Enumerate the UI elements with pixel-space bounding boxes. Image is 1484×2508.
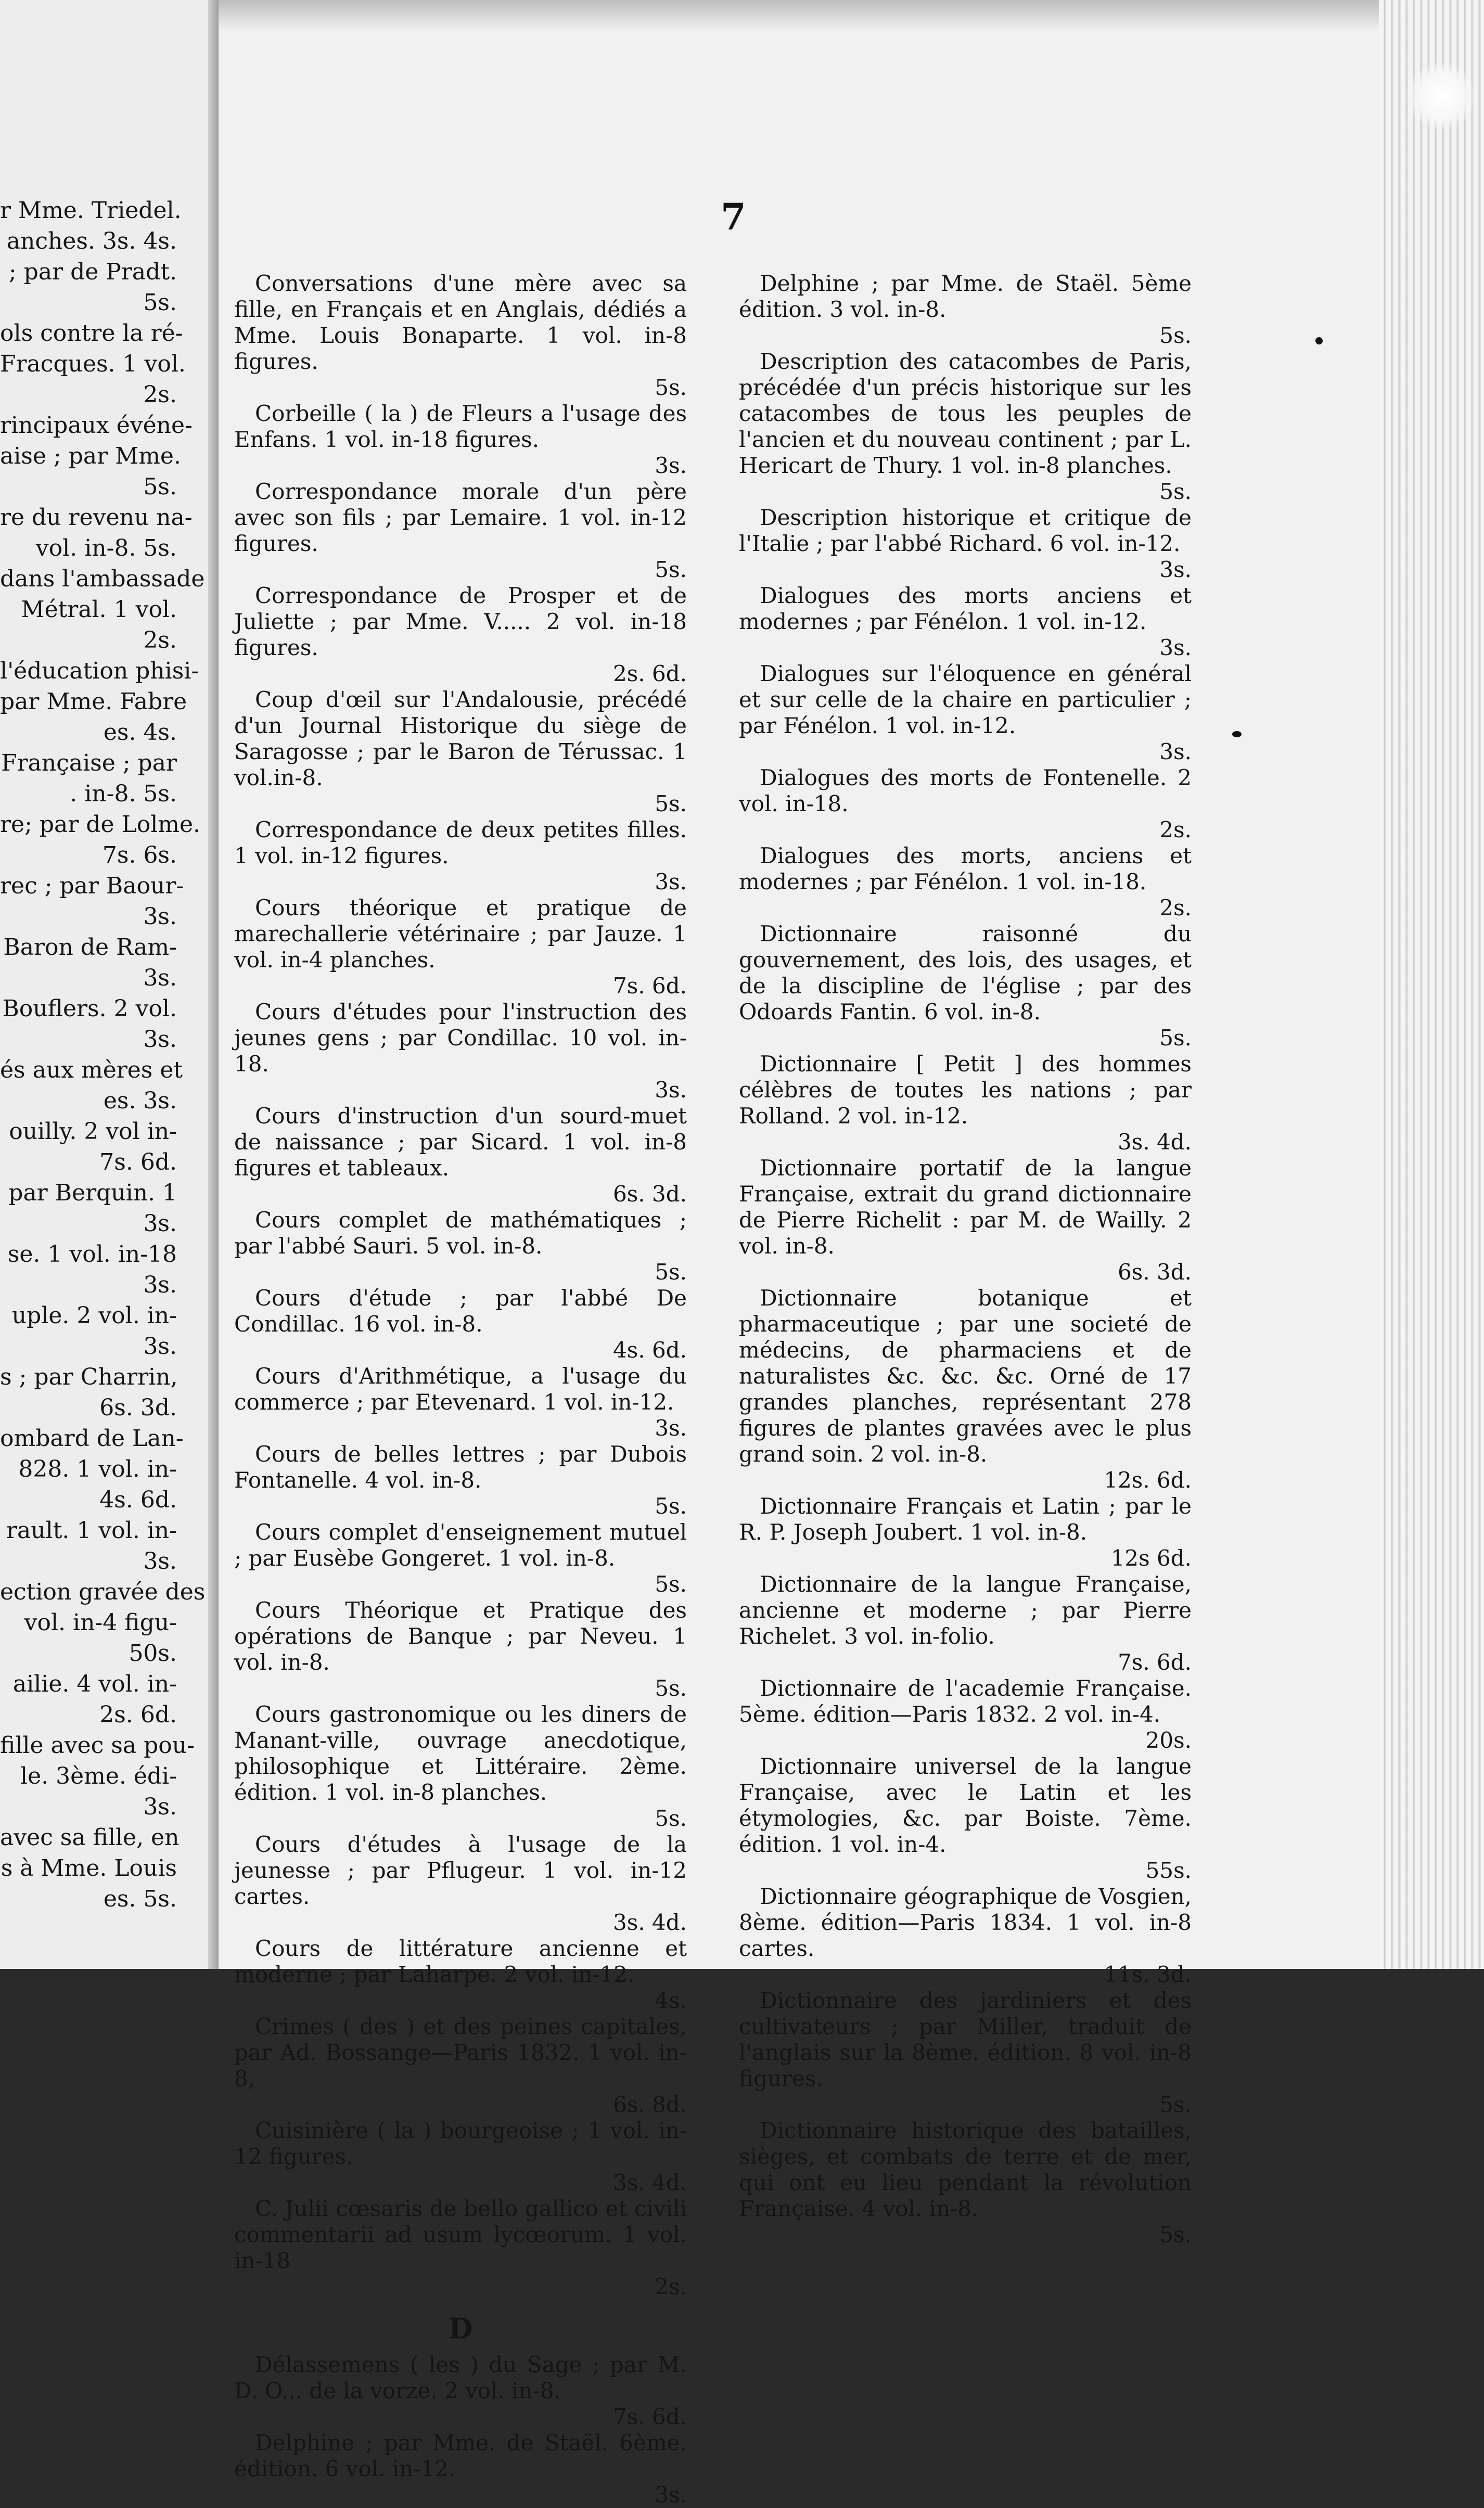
entry-text: Dictionnaire raisonné du gouvernement, des lois, des usages, et de la discipline de l'église ; par des Odoards Fantin. 6 vol. in-8. [739, 921, 1192, 1025]
catalog-entry [234, 1363, 687, 1441]
entry-price: 5s. [655, 1806, 687, 1831]
ink-speck [1315, 337, 1323, 344]
entry-price: 5s. [655, 1571, 687, 1597]
page-top-shadow [219, 0, 1379, 31]
entry-text: Description des catacombes de Paris, précédée d'un précis historique sur les catacombes de tous les peuples de l'ancien et du nouveau continent ; par L. Hericart de Thury. 1 vol. in-8 planches. [739, 349, 1192, 478]
entry-price: 5s. [655, 557, 687, 582]
left-fragment-line: es. 4s. [103, 719, 177, 746]
catalog-entries-d [234, 2352, 687, 2508]
left-fragment-line: l'éducation phisi- [0, 658, 199, 684]
catalog-entry [234, 401, 687, 479]
catalog-entry [234, 1832, 687, 1936]
entry-text: Corbeille ( la ) de Fleurs a l'usage des Enfans. 1 vol. in-18 figures. [234, 401, 687, 452]
entry-price: 6s. 3d. [1118, 1259, 1192, 1285]
left-fragment-line: 3s. [143, 1210, 177, 1237]
entry-text: Cours complet de mathématiques ; par l'abbé Sauri. 5 vol. in-8. [234, 1207, 687, 1259]
paper-damage [1410, 57, 1473, 135]
left-page-text-column [0, 195, 206, 1914]
left-fragment-line: 3s. [143, 1794, 177, 1820]
left-fragment-line: se. 1 vol. in-18 [7, 1241, 177, 1268]
entry-price: 3s. [655, 453, 687, 478]
left-fragment-line: ection gravée des [0, 1579, 206, 1605]
entry-price: 7s. 6d. [613, 973, 687, 999]
left-fragment-line: es. 5s. [103, 1886, 177, 1912]
left-fragment-line: s à Mme. Louis [1, 1855, 177, 1882]
entry-text: Crimes ( des ) et des peines capitales, par Ad. Bossange—Paris 1832. 1 vol. in-8, [234, 2014, 687, 2091]
entry-price: 3s. [655, 869, 687, 894]
entry-price: 3s. 4d. [613, 2170, 687, 2195]
entry-text: Delphine ; par Mme. de Staël. 5ème édition. 3 vol. in-8. [739, 271, 1192, 322]
catalog-entry [739, 1988, 1192, 2118]
catalog-entry [234, 1597, 687, 1701]
catalog-entry [234, 2196, 687, 2300]
left-fragment-line: Fracques. 1 vol. [0, 351, 186, 377]
entry-text: Correspondance de Prosper et de Juliette ; par Mme. V..... 2 vol. in-18 figures. [234, 583, 687, 660]
catalog-entry [234, 271, 687, 401]
entry-text: Dialogues des morts de Fontenelle. 2 vol. in-18. [739, 765, 1192, 816]
entry-text: Cours de littérature ancienne et moderne ; par Laharpe. 2 vol. in-12. [234, 1936, 687, 1987]
entry-text: Conversations d'une mère avec sa fille, en Français et en Anglais, dédiés a Mme. Louis Bonaparte. 1 vol. in-8 figures. [234, 271, 687, 374]
entry-price: 3s. [655, 1077, 687, 1103]
entry-text: Cours d'Arithmétique, a l'usage du commerce ; par Etevenard. 1 vol. in-12. [234, 1363, 687, 1415]
entry-text: Cours gastronomique ou les diners de Manant-ville, ouvrage anecdotique, philosophique et Littéraire. 2ème. édition. 1 vol. in-8 planches. [234, 1701, 687, 1805]
catalog-entry [234, 1701, 687, 1832]
entry-price: 7s. 6d. [613, 2404, 687, 2429]
left-fragment-line: par Berquin. 1 [8, 1180, 177, 1206]
entry-text: Dictionnaire botanique et pharmaceutique ; par une societé de médecins, de pharmaciens et de naturalistes &c. &c. &c. Orné de 17 grandes planches, représentant 278 figures de plantes gravées avec le plus grand soin. 2 vol. in-8. [739, 1285, 1192, 1467]
entry-price: 12s 6d. [1110, 1545, 1192, 1571]
entry-text: Cuisinière ( la ) bourgeoise ; 1 vol. in-12 figures. [234, 2118, 687, 2169]
left-fragment-line: 3s. [143, 1026, 177, 1053]
entry-price: 20s. [1145, 1728, 1192, 1753]
catalog-entry [234, 1936, 687, 2014]
left-fragment-line: ; par de Pradt. [8, 259, 177, 285]
entry-text: C. Julii cœsaris de bello gallico et civili commentarii ad usum lycœorum. 1 vol. in-18 [234, 2196, 687, 2273]
entry-text: Dictionnaire des jardiniers et des cultivateurs ; par Miller, traduit de l'anglais sur la 8ème. édition. 8 vol. in-8 figures. [739, 1988, 1192, 2091]
entry-price: 3s. [1159, 739, 1192, 764]
catalog-entry [739, 1285, 1192, 1493]
entry-price: 5s. [1159, 2092, 1192, 2117]
catalog-entry [739, 505, 1192, 583]
left-fragment-line: 3s. [143, 1272, 177, 1298]
entry-text: Delphine ; par Mme. de Staël. 6ème. édition. 6 vol. in-12. [234, 2430, 687, 2481]
left-fragment-line: Baron de Ram- [3, 934, 177, 961]
left-fragment-line: re du revenu na- [0, 504, 193, 531]
left-fragment-line: ailie. 4 vol. in- [12, 1671, 177, 1697]
left-fragment-line: 3s. [143, 965, 177, 991]
left-fragment-line: 828. 1 vol. in- [18, 1456, 177, 1482]
catalog-entry [234, 1441, 687, 1519]
entry-text: Cours théorique et pratique de marechallerie vétérinaire ; par Jauze. 1 vol. in-4 planches. [234, 895, 687, 973]
catalog-entry [234, 479, 687, 583]
left-fragment-line: és aux mères et [0, 1057, 183, 1083]
entry-text: Description historique et critique de l'Italie ; par l'abbé Richard. 6 vol. in-12. [739, 505, 1192, 556]
catalog-entries-d-continued [739, 271, 1192, 2248]
left-fragment-line: . in-8. 5s. [70, 780, 177, 807]
entry-text: Dictionnaire géographique de Vosgien, 8ème. édition—Paris 1834. 1 vol. in-8 cartes. [739, 1884, 1192, 1961]
left-fragment-line: fille avec sa pou- [0, 1732, 195, 1759]
entry-text: Correspondance morale d'un père avec son fils ; par Lemaire. 1 vol. in-12 figures. [234, 479, 687, 556]
left-fragment-line: par Mme. Fabre [0, 688, 187, 715]
ink-speck [1232, 731, 1242, 737]
left-fragment-line: r Mme. Triedel. [0, 197, 182, 224]
catalog-entry [234, 895, 687, 999]
left-fragment-line: 4s. 6d. [99, 1487, 177, 1513]
entry-price: 2s. 6d. [613, 661, 687, 686]
entry-text: Dictionnaire de la langue Française, ancienne et moderne ; par Pierre Richelet. 3 vol. in-folio. [739, 1571, 1192, 1649]
entry-text: Délassemens ( les ) du Sage ; par M. D. O... de la vorze. 2 vol. in-8. [234, 2352, 687, 2403]
entry-text: Cours d'étude ; par l'abbé De Condillac. 16 vol. in-8. [234, 1285, 687, 1337]
catalog-column-1 [234, 271, 687, 2508]
entry-text: Dialogues des morts, anciens et modernes ; par Fénélon. 1 vol. in-18. [739, 843, 1192, 894]
catalog-entry [739, 921, 1192, 1051]
entry-price: 2s. [655, 2274, 687, 2299]
entry-price: 5s. [1159, 1025, 1192, 1051]
entry-price: 5s. [1159, 479, 1192, 504]
catalog-entry [234, 817, 687, 895]
catalog-entry [739, 349, 1192, 505]
entry-text: Cours complet d'enseignement mutuel ; par Eusèbe Gongeret. 1 vol. in-8. [234, 1519, 687, 1571]
catalog-entry [234, 2118, 687, 2196]
entry-price: 5s. [655, 1493, 687, 1519]
catalog-entry [234, 687, 687, 817]
catalog-entry [739, 1884, 1192, 1988]
left-fragment-line: avec sa fille, en [0, 1824, 180, 1851]
entry-price: 3s. 4d. [1118, 1129, 1192, 1155]
entry-price: 5s. [1159, 323, 1192, 348]
entry-text: Dictionnaire [ Petit ] des hommes célèbres de toutes les nations ; par Rolland. 2 vol. in-12. [739, 1051, 1192, 1129]
entry-text: Dialogues des morts anciens et modernes ; par Fénélon. 1 vol. in-12. [739, 583, 1192, 634]
catalog-entry [739, 661, 1192, 765]
catalog-entry [234, 2014, 687, 2118]
entry-text: Cours d'instruction d'un sourd-muet de naissance ; par Sicard. 1 vol. in-8 figures et tableaux. [234, 1103, 687, 1181]
entry-price: 5s. [655, 1675, 687, 1701]
entry-price: 2s. [1159, 895, 1192, 920]
entry-price: 4s. [655, 1988, 687, 2013]
left-fragment-line: s ; par Charrin, [0, 1364, 178, 1390]
catalog-entry [234, 1519, 687, 1597]
entry-price: 6s. 3d. [613, 1181, 687, 1207]
entry-price: 4s. 6d. [613, 1337, 687, 1363]
left-page-fragment [0, 0, 208, 1969]
left-fragment-line: ouilly. 2 vol in- [9, 1118, 177, 1145]
catalog-entry [234, 2352, 687, 2430]
left-fragment-line: 50s. [129, 1640, 177, 1667]
left-fragment-line: rincipaux événe- [0, 412, 193, 439]
catalog-entry [739, 843, 1192, 921]
catalog-entry [234, 1285, 687, 1363]
entry-price: 5s. [655, 791, 687, 816]
section-heading-d: D [448, 2312, 473, 2345]
left-fragment-line: re; par de Lolme. [0, 811, 201, 838]
left-fragment-line: Bouflers. 2 vol. [2, 995, 177, 1022]
left-fragment-line: rec ; par Baour- [0, 873, 184, 899]
entry-price: 5s. [655, 375, 687, 400]
catalog-entry [739, 583, 1192, 661]
entry-price: 7s. 6d. [1118, 1649, 1192, 1675]
catalog-entry [234, 2430, 687, 2508]
left-fragment-line: 2s. [143, 381, 177, 408]
left-fragment-line: ombard de Lan- [0, 1425, 184, 1452]
left-fragment-line: uple. 2 vol. in- [11, 1302, 177, 1329]
left-fragment-line: rault. 1 vol. in- [6, 1517, 177, 1544]
catalog-entry [234, 583, 687, 687]
left-fragment-line: ols contre la ré- [0, 320, 183, 347]
catalog-entry [739, 1675, 1192, 1754]
entry-price: 3s. [1159, 635, 1192, 660]
entry-text: Coup d'œil sur l'Andalousie, précédé d'un Journal Historique du siège de Saragosse ; par le Baron de Térussac. 1 vol.in-8. [234, 687, 687, 790]
catalog-entry [739, 1754, 1192, 1884]
left-fragment-line: dans l'ambassade [0, 566, 205, 592]
entry-price: 3s. 4d. [613, 1910, 687, 1935]
catalog-entry [739, 1571, 1192, 1675]
catalog-entry [234, 999, 687, 1103]
entry-text: Dialogues sur l'éloquence en général et sur celle de la chaire en particulier ; par Fénélon. 1 vol. in-12. [739, 661, 1192, 738]
entry-price: 6s. 8d. [613, 2092, 687, 2117]
left-fragment-line: le. 3ème. édi- [20, 1763, 177, 1789]
catalog-entry [739, 1155, 1192, 1285]
catalog-entries-c [234, 271, 687, 2300]
entry-price: 12s. 6d. [1104, 1467, 1192, 1493]
left-fragment-line: 2s. 6d. [99, 1701, 177, 1728]
entry-text: Cours d'études à l'usage de la jeunesse ; par Pflugeur. 1 vol. in-12 cartes. [234, 1832, 687, 1909]
entry-price: 5s. [655, 1259, 687, 1285]
entry-price: 2s. [1159, 817, 1192, 842]
left-fragment-line: Française ; par [1, 750, 177, 776]
entry-text: Correspondance de deux petites filles. 1 vol. in-12 figures. [234, 817, 687, 868]
entry-text: Cours d'études pour l'instruction des jeunes gens ; par Condillac. 10 vol. in-18. [234, 999, 687, 1077]
catalog-entry [234, 1207, 687, 1285]
left-fragment-line: 5s. [143, 474, 177, 500]
left-fragment-line: 7s. 6d. [99, 1149, 177, 1175]
left-fragment-line: 7s. 6s. [102, 842, 177, 868]
entry-text: Dictionnaire Français et Latin ; par le R. P. Joseph Joubert. 1 vol. in-8. [739, 1493, 1192, 1545]
left-fragment-line: aise ; par Mme. [0, 443, 181, 469]
catalog-entry [739, 271, 1192, 349]
entry-text: Dictionnaire de l'academie Française. 5ème. édition—Paris 1832. 2 vol. in-4. [739, 1675, 1192, 1727]
catalog-entry [234, 1103, 687, 1207]
left-fragment-line: es. 3s. [103, 1087, 177, 1114]
left-fragment-line: Métral. 1 vol. [21, 596, 177, 623]
left-fragment-line: anches. 3s. 4s. [6, 228, 177, 254]
catalog-entry [739, 2118, 1192, 2248]
left-fragment-line: 3s. [143, 903, 177, 930]
entry-text: Cours Théorique et Pratique des opérations de Banque ; par Neveu. 1 vol. in-8. [234, 1597, 687, 1675]
left-fragment-line: 5s. [143, 289, 177, 316]
page-edges [1379, 0, 1484, 1969]
left-fragment-line: 6s. 3d. [99, 1394, 177, 1421]
catalog-entry [739, 765, 1192, 843]
page-number: 7 [721, 195, 746, 238]
entry-price: 3s. [655, 2482, 687, 2507]
left-fragment-line: 2s. [143, 627, 177, 654]
entry-price: 55s. [1145, 1858, 1192, 1883]
left-fragment-line: vol. in-4 figu- [24, 1609, 177, 1636]
catalog-entry [739, 1051, 1192, 1155]
catalog-entry [739, 1493, 1192, 1571]
entry-price: 3s. [1159, 557, 1192, 582]
entry-price: 11s. 3d. [1104, 1962, 1192, 1987]
entry-price: 3s. [655, 1415, 687, 1441]
entry-text: Dictionnaire universel de la langue Française, avec le Latin et les étymologies, &c. par Boiste. 7ème. édition. 1 vol. in-4. [739, 1754, 1192, 1857]
entry-price: 5s. [1159, 2222, 1192, 2247]
entry-text: Dictionnaire historique des batailles, sièges, et combats de terre et de mer, qui ont eu lieu pendant la révolution Française. 4 vol. in-8. [739, 2118, 1192, 2221]
catalog-column-2 [739, 271, 1192, 2248]
left-fragment-line: vol. in-8. 5s. [35, 535, 177, 561]
left-fragment-line: 3s. [143, 1333, 177, 1360]
entry-text: Dictionnaire portatif de la langue Française, extrait du grand dictionnaire de Pierre Richelit : par M. de Wailly. 2 vol. in-8. [739, 1155, 1192, 1259]
left-fragment-line: 3s. [143, 1548, 177, 1575]
entry-text: Cours de belles lettres ; par Dubois Fontanelle. 4 vol. in-8. [234, 1441, 687, 1493]
